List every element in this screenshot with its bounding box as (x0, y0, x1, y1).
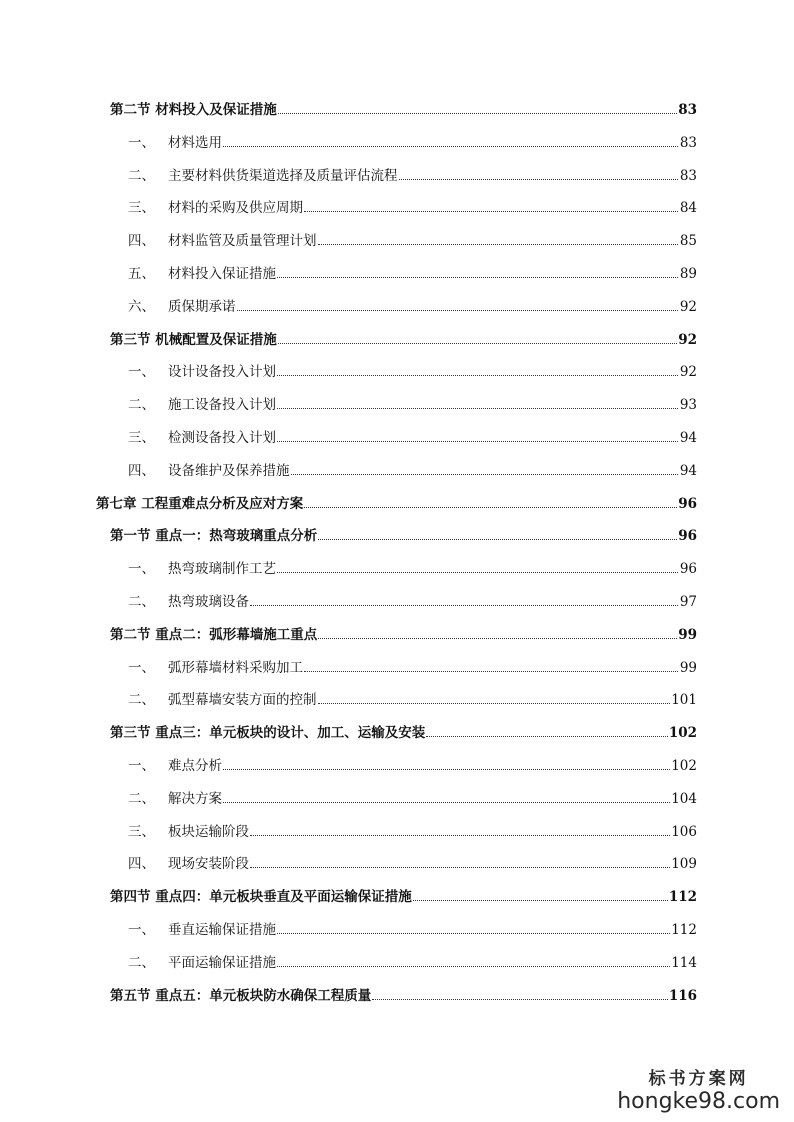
toc-entry-text: 热弯玻璃设备 (168, 594, 249, 610)
toc-dot-leader (318, 538, 677, 540)
toc-section-entry[interactable] (110, 524, 697, 544)
toc-entry-title (128, 196, 303, 216)
toc-page-number: 96 (678, 495, 697, 512)
toc-subsection-entry[interactable] (128, 557, 697, 577)
watermark-en: hongke98.com (617, 1089, 780, 1114)
toc-page-number: 89 (679, 266, 697, 282)
toc-subsection-entry[interactable] (128, 262, 697, 282)
toc-entry-title (128, 656, 303, 676)
toc-entry-title: 第一节 重点一：热弯玻璃重点分析 (110, 528, 318, 545)
toc-subsection-entry[interactable] (128, 131, 697, 151)
toc-section-entry[interactable] (110, 721, 697, 741)
toc-dot-leader (304, 506, 677, 508)
toc-dot-leader (318, 637, 677, 639)
toc-subsection-entry[interactable] (128, 688, 697, 708)
toc-page-number: 102 (671, 758, 697, 774)
toc-entry-text: 施工设备投入计划 (168, 397, 276, 414)
toc-entry-number: 六、 (128, 298, 155, 315)
toc-entry-title (128, 918, 276, 938)
watermark-logo (617, 1064, 780, 1114)
toc-dot-leader (250, 834, 670, 836)
toc-entry-number: 四、 (128, 856, 155, 873)
toc-entry-number: 三、 (128, 200, 155, 217)
toc-entry-number: 三、 (128, 430, 155, 446)
toc-entry-text: 材料投入保证措施 (168, 266, 276, 282)
toc-entry-text: 材料的采购及供应周期 (168, 200, 303, 217)
toc-subsection-entry[interactable] (128, 295, 697, 315)
toc-entry-text: 检测设备投入计划 (168, 430, 276, 446)
toc-dot-leader (237, 309, 679, 311)
toc-dot-leader (250, 866, 670, 868)
toc-entry-text: 材料选用 (168, 134, 222, 151)
toc-page-number: 116 (668, 987, 697, 1004)
toc-page-number: 84 (679, 200, 697, 217)
toc-entry-title (128, 164, 398, 184)
toc-entry-title (128, 951, 276, 971)
toc-entry-number: 五、 (128, 266, 155, 282)
toc-entry-title (128, 262, 276, 282)
toc-entry-text: 弧形幕墙材料采购加工 (168, 659, 303, 676)
toc-entry-text: 难点分析 (168, 758, 222, 774)
toc-entry-number: 二、 (128, 397, 155, 414)
toc-page-number: 85 (679, 233, 697, 250)
toc-entry-title (128, 754, 222, 774)
toc-page-number: 99 (679, 659, 697, 676)
toc-dot-leader (223, 145, 678, 147)
toc-page-number: 104 (671, 790, 697, 807)
toc-subsection-entry[interactable] (128, 229, 697, 249)
toc-section-entry[interactable] (110, 623, 697, 643)
toc-entry-title (128, 295, 236, 315)
toc-dot-leader (278, 342, 678, 344)
toc-entry-title (128, 557, 276, 577)
toc-page-number: 109 (671, 856, 697, 873)
toc-entry-title: 第五节 重点五：单元板块防水确保工程质量 (110, 987, 372, 1004)
toc-page-number: 97 (679, 594, 697, 610)
toc-entry-number: 一、 (128, 922, 155, 938)
toc-entry-title (128, 393, 276, 413)
toc-dot-leader (318, 702, 671, 704)
toc-entry-number: 二、 (128, 167, 155, 184)
toc-entry-title (128, 787, 222, 807)
toc-page-number: 112 (668, 889, 697, 906)
toc-entry-text: 主要材料供货渠道选择及质量评估流程 (168, 167, 398, 184)
toc-page-number: 83 (679, 167, 697, 184)
toc-entry-text: 质保期承诺 (168, 298, 236, 315)
toc-page-number: 114 (671, 954, 697, 971)
toc-page-number: 101 (671, 692, 697, 709)
toc-entry-number: 一、 (128, 561, 155, 578)
watermark-cn: 标书方案网 (648, 1069, 749, 1089)
toc-dot-leader (277, 374, 678, 376)
toc-page-number: 96 (678, 528, 697, 545)
toc-subsection-entry[interactable] (128, 426, 697, 446)
toc-page-number: 96 (679, 561, 697, 578)
toc-entry-number: 一、 (128, 659, 155, 676)
toc-entry-title (128, 459, 290, 479)
toc-dot-leader (399, 178, 679, 180)
toc-dot-leader (304, 210, 678, 212)
toc-page-number: 92 (679, 364, 697, 381)
toc-dot-leader (413, 899, 668, 901)
toc-page-number: 83 (679, 134, 697, 151)
toc-subsection-entry[interactable] (128, 459, 697, 479)
toc-entry-text: 设备维护及保养措施 (168, 462, 290, 479)
toc-entry-number: 四、 (128, 233, 155, 250)
toc-subsection-entry[interactable] (128, 196, 697, 216)
toc-dot-leader (304, 670, 678, 672)
toc-entry-text: 垂直运输保证措施 (168, 922, 276, 938)
toc-dot-leader (318, 243, 679, 245)
toc-dot-leader (426, 735, 668, 737)
toc-page-number: 106 (671, 823, 697, 840)
toc-dot-leader (291, 473, 679, 475)
toc-entry-text: 弧型幕墙安装方面的控制 (168, 692, 317, 709)
toc-subsection-entry[interactable] (128, 393, 697, 413)
toc-entry-text: 解决方案 (168, 790, 222, 807)
toc-subsection-entry[interactable] (128, 918, 697, 938)
toc-entry-title (128, 590, 249, 610)
toc-page-number: 93 (679, 397, 697, 414)
toc-dot-leader (277, 276, 678, 278)
toc-entry-title (128, 688, 317, 708)
toc-dot-leader (223, 801, 670, 803)
toc-entry-text: 材料监管及质量管理计划 (168, 233, 317, 250)
toc-entry-text: 热弯玻璃制作工艺 (168, 561, 276, 578)
toc-entry-number: 三、 (128, 823, 155, 840)
toc-entry-text: 现场安装阶段 (168, 856, 249, 873)
toc-page-number: 94 (679, 462, 697, 479)
toc-entry-title: 第四节 重点四：单元板块垂直及平面运输保证措施 (110, 889, 412, 906)
toc-entry-title: 第二节 重点二：弧形幕墙施工重点 (110, 626, 318, 643)
toc-section-entry[interactable] (110, 98, 697, 118)
toc-page-number: 83 (678, 102, 697, 118)
toc-dot-leader (277, 571, 678, 573)
toc-entry-text: 设计设备投入计划 (168, 364, 276, 381)
toc-entry-title: 第二节 材料投入及保证措施 (110, 102, 277, 118)
toc-entry-number: 四、 (128, 462, 155, 479)
toc-page-number: 112 (671, 922, 697, 938)
toc-entry-number: 一、 (128, 134, 155, 151)
toc-dot-leader (277, 932, 670, 934)
toc-page-number: 94 (679, 430, 697, 446)
toc-dot-leader (277, 407, 678, 409)
toc-subsection-entry[interactable] (128, 360, 697, 380)
toc-dot-leader (250, 604, 678, 606)
toc-subsection-entry[interactable] (128, 590, 697, 610)
toc-dot-leader (223, 768, 670, 770)
toc-entry-number: 一、 (128, 758, 155, 774)
toc-chapter-entry[interactable] (96, 492, 697, 512)
toc-page-number: 92 (678, 331, 697, 348)
toc-entry-title (128, 820, 249, 840)
toc-dot-leader (372, 998, 668, 1000)
toc-entry-text: 板块运输阶段 (168, 823, 249, 840)
toc-subsection-entry[interactable] (128, 164, 697, 184)
toc-entry-title (128, 852, 249, 872)
toc-page-number: 99 (678, 626, 697, 643)
toc-dot-leader (277, 440, 678, 442)
toc-entry-number: 一、 (128, 364, 155, 381)
toc-entry-number: 二、 (128, 790, 155, 807)
toc-entry-title: 第三节 重点三：单元板块的设计、加工、运输及安装 (110, 725, 426, 742)
toc-entry-title: 第七章 工程重难点分析及应对方案 (96, 495, 304, 512)
toc-section-entry[interactable] (110, 885, 697, 905)
toc-subsection-entry[interactable] (128, 754, 697, 774)
toc-subsection-entry[interactable] (128, 820, 697, 840)
toc-entry-text: 平面运输保证措施 (168, 954, 276, 971)
toc-section-entry[interactable] (110, 984, 697, 1004)
toc-subsection-entry[interactable] (128, 656, 697, 676)
toc-dot-leader (278, 112, 678, 114)
toc-section-entry[interactable] (110, 328, 697, 348)
toc-entry-title (128, 131, 222, 151)
toc-entry-title (128, 426, 276, 446)
toc-entry-title: 第三节 机械配置及保证措施 (110, 331, 277, 348)
toc-entry-number: 二、 (128, 954, 155, 971)
toc-entry-title (128, 360, 276, 380)
toc-entry-number: 二、 (128, 692, 155, 709)
toc-entry-title (128, 229, 317, 249)
toc-subsection-entry[interactable] (128, 787, 697, 807)
toc-entry-number: 二、 (128, 594, 155, 610)
toc-subsection-entry[interactable] (128, 852, 697, 872)
toc-page-number: 92 (679, 298, 697, 315)
toc-subsection-entry[interactable] (128, 951, 697, 971)
toc-page-number: 102 (668, 725, 697, 742)
toc-dot-leader (277, 965, 670, 967)
